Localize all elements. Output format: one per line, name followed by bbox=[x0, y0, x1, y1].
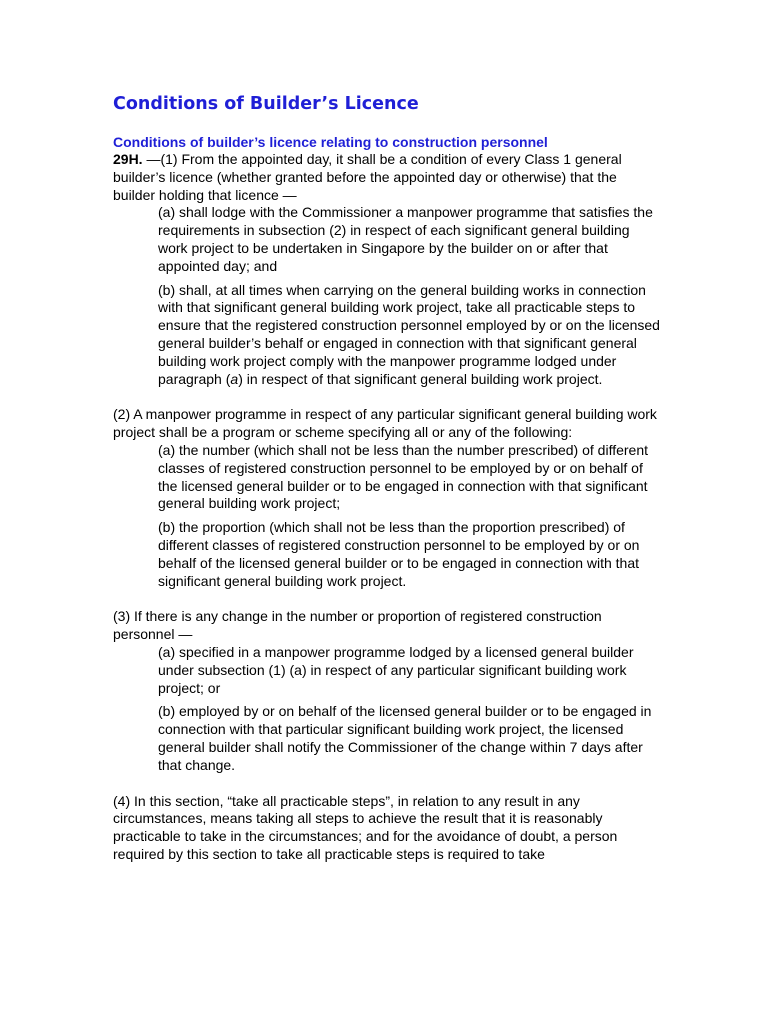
document-page bbox=[113, 92, 658, 864]
subsection-4: (4) In this section, “take all practicable steps”, in relation to any result in any circumstances, means taking all steps to achieve the result that it is reasonably practicable to take in the circumstances; and for the avoidance of doubt, a person required by this section to take all practicable steps is required to take bbox=[113, 792, 618, 862]
subsection-1-a: (a) shall lodge with the Commissioner a manpower programme that satisfies the requirements in subsection (2) in respect of each significant general building work project to be undertaken in Singapore by the builder on or after that appointed day; and bbox=[158, 204, 653, 274]
document-title: Conditions of Builder’s Licence bbox=[113, 94, 419, 114]
subsection-1-intro bbox=[113, 151, 658, 204]
section-number: 29H. bbox=[113, 151, 143, 167]
subsection-1-intro-text: —(1) From the appointed day, it shall be a condition of every Class 1 general builder’s licence (whether granted before the appointed day or otherwise) that the builder holding that licence — bbox=[113, 151, 622, 203]
subsection-1-b bbox=[158, 282, 663, 389]
paragraph-reference: a bbox=[230, 370, 239, 387]
subsection-3-a: (a) specified in a manpower programme lodged by a licensed general builder under subsection (1) (a) in respect of any particular significant building work project; or bbox=[158, 643, 634, 696]
subsection-2-intro: (2) A manpower programme in respect of any particular significant general building work project shall be a program or scheme specifying all or any of the following: bbox=[113, 406, 657, 441]
subsection-2-a: (a) the number (which shall not be less than the number prescribed) of different classes of registered construction personnel to be employed by or on behalf of the licensed general builder or to be engaged in connection with that significant general building work project; bbox=[158, 441, 648, 512]
subsection-2-b: (b) the proportion (which shall not be less than the proportion prescribed) of different classes of registered construction personnel to be employed by or on behalf of the licensed general builder or to be engaged in connection with that significant general building work project. bbox=[158, 519, 640, 589]
subsection-1-b-text: (b) shall, at all times when carrying on the general building works in connection with that significant general building work project, take all practicable steps to ensure that the registered construction personnel employed by or on the licensed general builder’s behalf or engaged in connection with that significant general building work project comply with the manpower programme lodged under paragraph ( bbox=[158, 281, 660, 387]
subsection-3-b: (b) employed by or on behalf of the licensed general builder or to be engaged in connection with that particular significant building work project, the licensed general builder shall notify the Commissioner of the change within 7 days after that change. bbox=[158, 703, 652, 773]
section-heading: Conditions of builder’s licence relating to construction personnel bbox=[113, 134, 548, 150]
subsection-3-intro: (3) If there is any change in the number or proportion of registered construction personnel — bbox=[113, 608, 602, 643]
subsection-1-b-text-end: ) in respect of that significant general building work project. bbox=[238, 370, 603, 387]
